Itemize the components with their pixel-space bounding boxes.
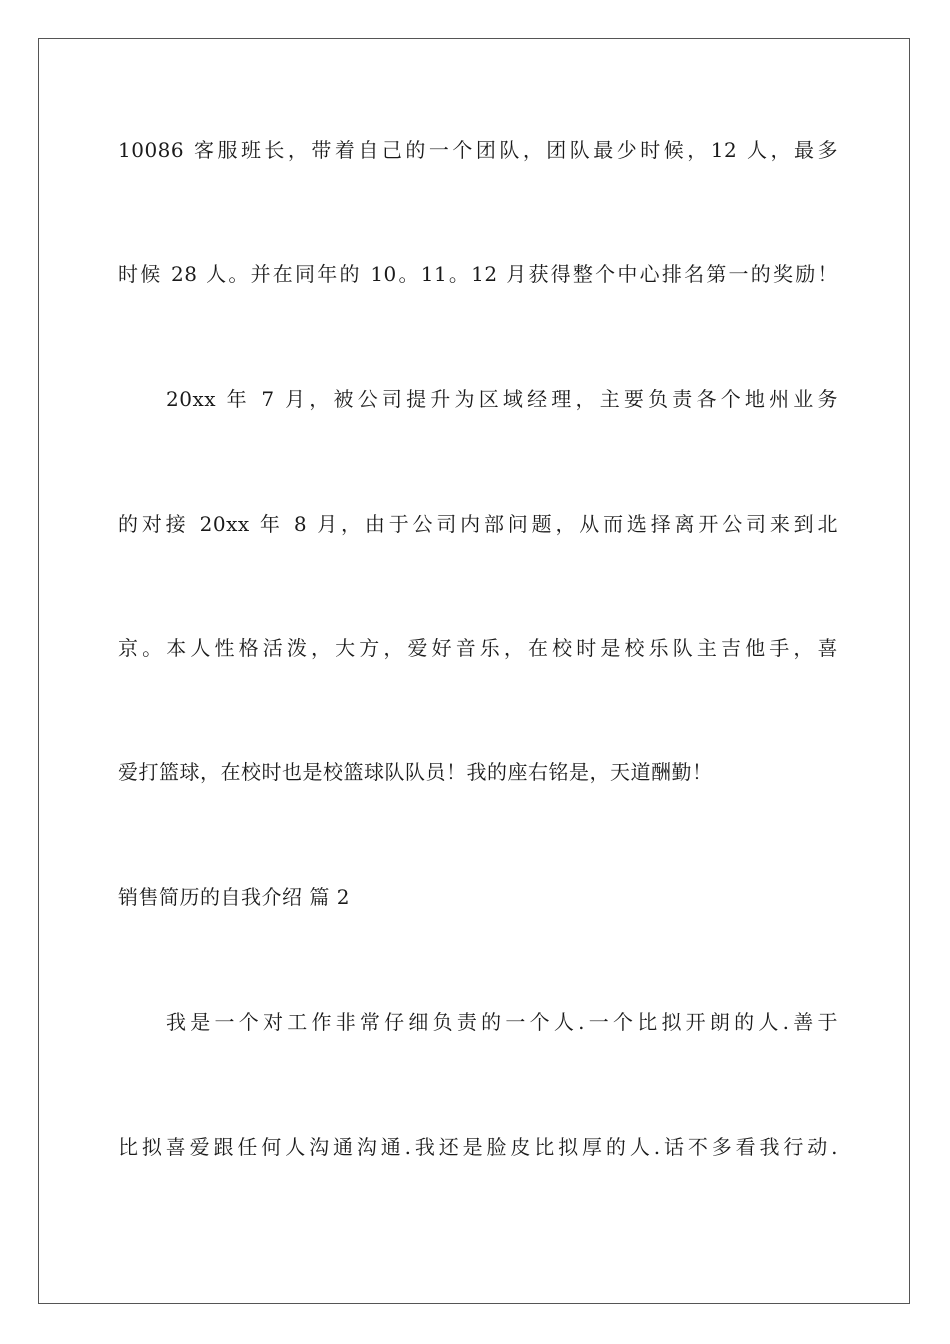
text-line-8: 我是一个对工作非常仔细负责的一个人.一个比拟开朗的人.善于	[166, 1010, 838, 1034]
text-line-1: 10086 客服班长，带着自己的一个团队，团队最少时候，12 人，最多	[118, 138, 838, 162]
text-line-9: 比拟喜爱跟任何人沟通沟通.我还是脸皮比拟厚的人.话不多看我行动.	[118, 1135, 838, 1159]
text-line-4: 的对接 20xx 年 8 月，由于公司内部问题，从而选择离开公司来到北	[118, 512, 838, 536]
page-frame	[38, 38, 910, 1304]
section-heading: 销售简历的自我介绍 篇 2	[118, 885, 350, 909]
text-line-2: 时候 28 人。并在同年的 10。11。12 月获得整个中心排名第一的奖励！	[118, 262, 838, 286]
text-line-6: 爱打篮球，在校时也是校篮球队队员！我的座右铭是，天道酬勤！	[118, 760, 713, 784]
text-line-5: 京。本人性格活泼，大方，爱好音乐，在校时是校乐队主吉他手，喜	[118, 636, 838, 660]
text-line-3: 20xx 年 7 月，被公司提升为区域经理，主要负责各个地州业务	[166, 387, 838, 411]
